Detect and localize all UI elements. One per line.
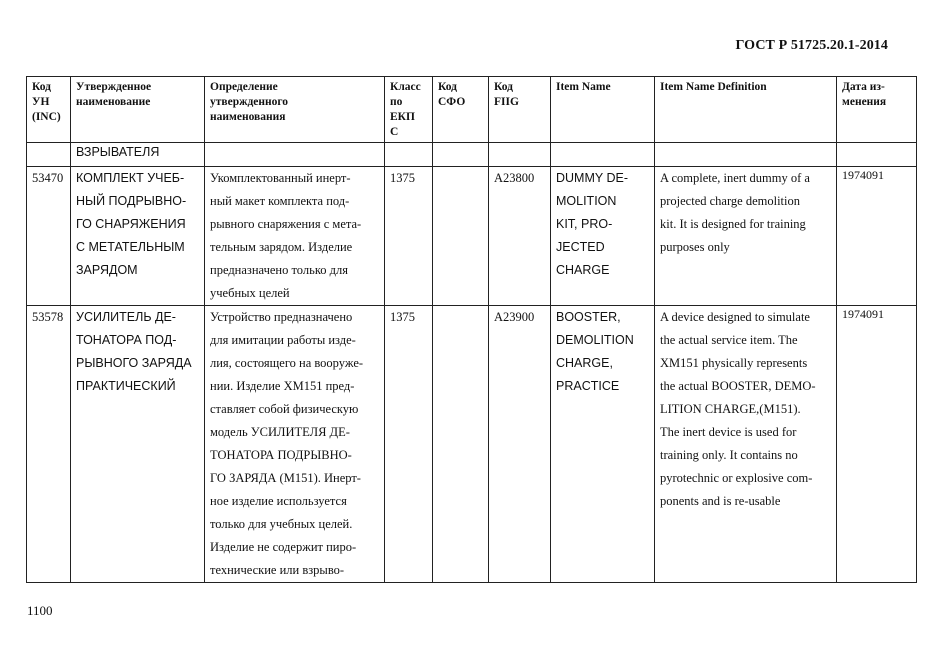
page-number: 1100 <box>27 603 53 618</box>
cell-fiig: A23900 <box>489 306 551 583</box>
cell-item-name: BOOSTER, DEMOLITION CHARGE, PRACTICE <box>551 306 655 583</box>
cell-sfo <box>433 306 489 583</box>
cell-definition: Укомплектованный инерт- ный макет комплекта под- рывного снаряжения с мета- тельным зарядом. Изделие предназначено только для учебных целей <box>205 167 385 306</box>
table-row-continuation <box>27 143 917 167</box>
column-header-class: Класс по ЕКП С <box>385 77 433 143</box>
cell-fiig <box>489 143 551 167</box>
column-header-inc: Код УН (INC) <box>27 77 71 143</box>
cell-inc <box>27 143 71 167</box>
cell-approved-name: КОМПЛЕКТ УЧЕБ- НЫЙ ПОДРЫВНО- ГО СНАРЯЖЕНИЯ С МЕТАТЕЛЬНЫМ ЗАРЯДОМ <box>71 167 205 306</box>
cell-inc: 53578 <box>27 306 71 583</box>
cell-change-date <box>837 143 917 167</box>
table-row <box>27 306 917 583</box>
column-header-definition: Определение утвержденного наименования <box>205 77 385 143</box>
column-header-item-name: Item Name <box>551 77 655 143</box>
cell-definition <box>205 143 385 167</box>
cell-sfo <box>433 143 489 167</box>
column-header-item-definition: Item Name Definition <box>655 77 837 143</box>
column-header-change-date: Дата из- менения <box>837 77 917 143</box>
cell-approved-name: УСИЛИТЕЛЬ ДЕ- ТОНАТОРА ПОД- РЫВНОГО ЗАРЯДА ПРАКТИЧЕСКИЙ <box>71 306 205 583</box>
cell-class: 1375 <box>385 167 433 306</box>
cell-inc: 53470 <box>27 167 71 306</box>
column-header-sfo: Код СФО <box>433 77 489 143</box>
cell-definition: Устройство предназначено для имитации работы изде- лия, состоящего на вооруже- нии. Изделие ХМ151 пред- ставляет собой физическую модель УСИЛИТЕЛЯ ДЕ- ТОНАТОРА ПОДРЫВНО- ГО ЗАРЯДА (М151). Инерт- ное изделие используется только для учебных целей. Изделие не содержит пиро- технические или взрыво- <box>205 306 385 583</box>
table-row <box>27 167 917 306</box>
cell-item-definition: A device designed to simulate the actual service item. The XM151 physically represents the actual BOOSTER, DEMO- LITION CHARGE,(M151). The inert device is used for training only. It contains no pyrotechnic or explosive com- ponents and is re-usable <box>655 306 837 583</box>
nomenclature-table <box>26 76 917 583</box>
cell-fiig: A23800 <box>489 167 551 306</box>
cell-class: 1375 <box>385 306 433 583</box>
cell-class <box>385 143 433 167</box>
cell-item-definition <box>655 143 837 167</box>
column-header-approved-name: Утвержденное наименование <box>71 77 205 143</box>
document-standard-code: ГОСТ Р 51725.20.1-2014 <box>735 38 888 53</box>
cell-change-date: 1974091 <box>837 306 917 583</box>
cell-item-name <box>551 143 655 167</box>
column-header-fiig: Код FIIG <box>489 77 551 143</box>
cell-sfo <box>433 167 489 306</box>
cell-approved-name: ВЗРЫВАТЕЛЯ <box>71 143 205 167</box>
cell-item-name: DUMMY DE- MOLITION KIT, PRO- JECTED CHARGE <box>551 167 655 306</box>
cell-item-definition: A complete, inert dummy of a projected charge demolition kit. It is designed for training purposes only <box>655 167 837 306</box>
table-header-row <box>27 77 917 143</box>
cell-change-date: 1974091 <box>837 167 917 306</box>
